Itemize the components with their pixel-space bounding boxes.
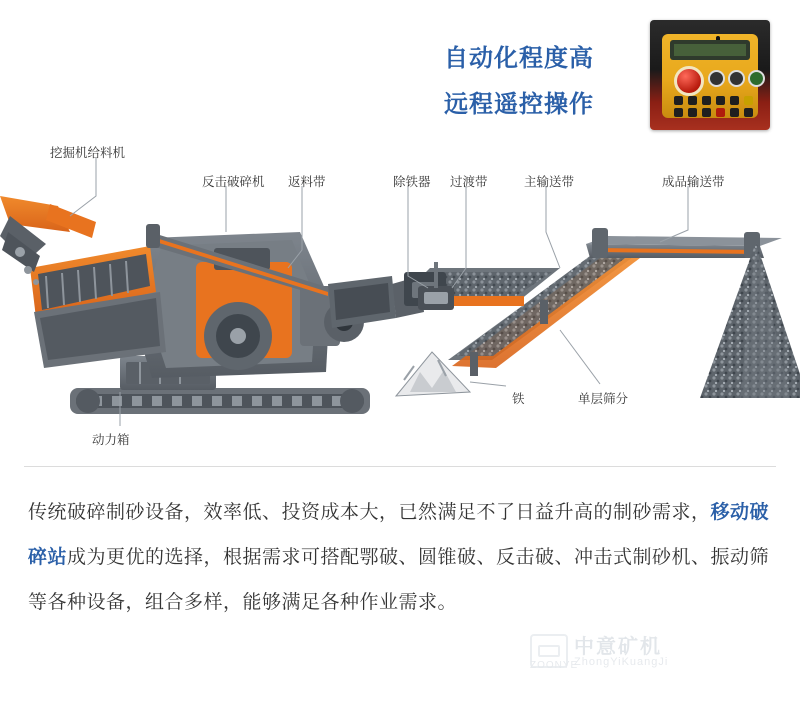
label-main-belt: 主输送带 — [524, 175, 575, 189]
headline-line-2: 远程遥控操作 — [444, 91, 594, 118]
headline — [404, 36, 634, 128]
button-icon — [716, 96, 725, 105]
section-divider — [24, 466, 776, 467]
screen-box-upper — [328, 276, 396, 328]
headline-line-1: 自动化程度高 — [444, 45, 594, 72]
knob-icon — [728, 70, 745, 87]
description-paragraph — [28, 490, 776, 625]
label-iron: 铁 — [512, 392, 525, 406]
button-icon — [702, 108, 711, 117]
button-icon — [744, 96, 753, 105]
label-iron-remover: 除铁器 — [393, 175, 431, 189]
label-power-box: 动力箱 — [92, 433, 130, 447]
button-icon — [674, 108, 683, 117]
label-impact-crusher: 反击破碎机 — [202, 175, 265, 189]
knob-icon — [748, 70, 765, 87]
remote-control-panel-photo — [650, 20, 770, 130]
watermark-brand-latin: ZOONYE — [530, 660, 579, 671]
knob-icon — [708, 70, 725, 87]
paragraph-part-2: 成为更优的选择，根据需求可搭配鄂破、圆锥破、反击破、冲击式制砂机、振动筛等各种设备，组合多样，能够满足各种作业需求。 — [28, 547, 770, 613]
button-icon — [702, 96, 711, 105]
button-icon — [730, 108, 739, 117]
vibrating-feeder — [30, 246, 166, 368]
emergency-stop-icon — [674, 66, 704, 96]
button-icon — [716, 108, 725, 117]
button-icon — [730, 96, 739, 105]
paragraph-part-1: 传统破碎制砂设备，效率低、投资成本大，已然满足不了日益升高的制砂需求， — [28, 502, 711, 523]
crawler-chassis — [70, 388, 370, 414]
button-icon — [688, 108, 697, 117]
watermark — [530, 630, 780, 678]
panel-display — [670, 40, 750, 60]
label-return-belt: 返料带 — [288, 175, 326, 189]
button-icon — [744, 108, 753, 117]
label-single-deck-screen: 单层筛分 — [578, 392, 629, 406]
button-icon — [688, 96, 697, 105]
impact-crusher-body — [128, 232, 364, 378]
product-stockpile — [700, 242, 800, 398]
label-excavator-feeder: 挖掘机给料机 — [50, 146, 126, 160]
label-product-belt: 成品输送带 — [662, 175, 725, 189]
label-transition-belt: 过渡带 — [450, 175, 488, 189]
control-panel-face — [662, 34, 758, 118]
button-icon — [674, 96, 683, 105]
watermark-brand-en: ZhongYiKuangJi — [574, 656, 669, 668]
paragraph-highlight: 移动破碎站 — [28, 502, 770, 568]
watermark-brand-cn: 中意矿机 — [574, 636, 662, 658]
